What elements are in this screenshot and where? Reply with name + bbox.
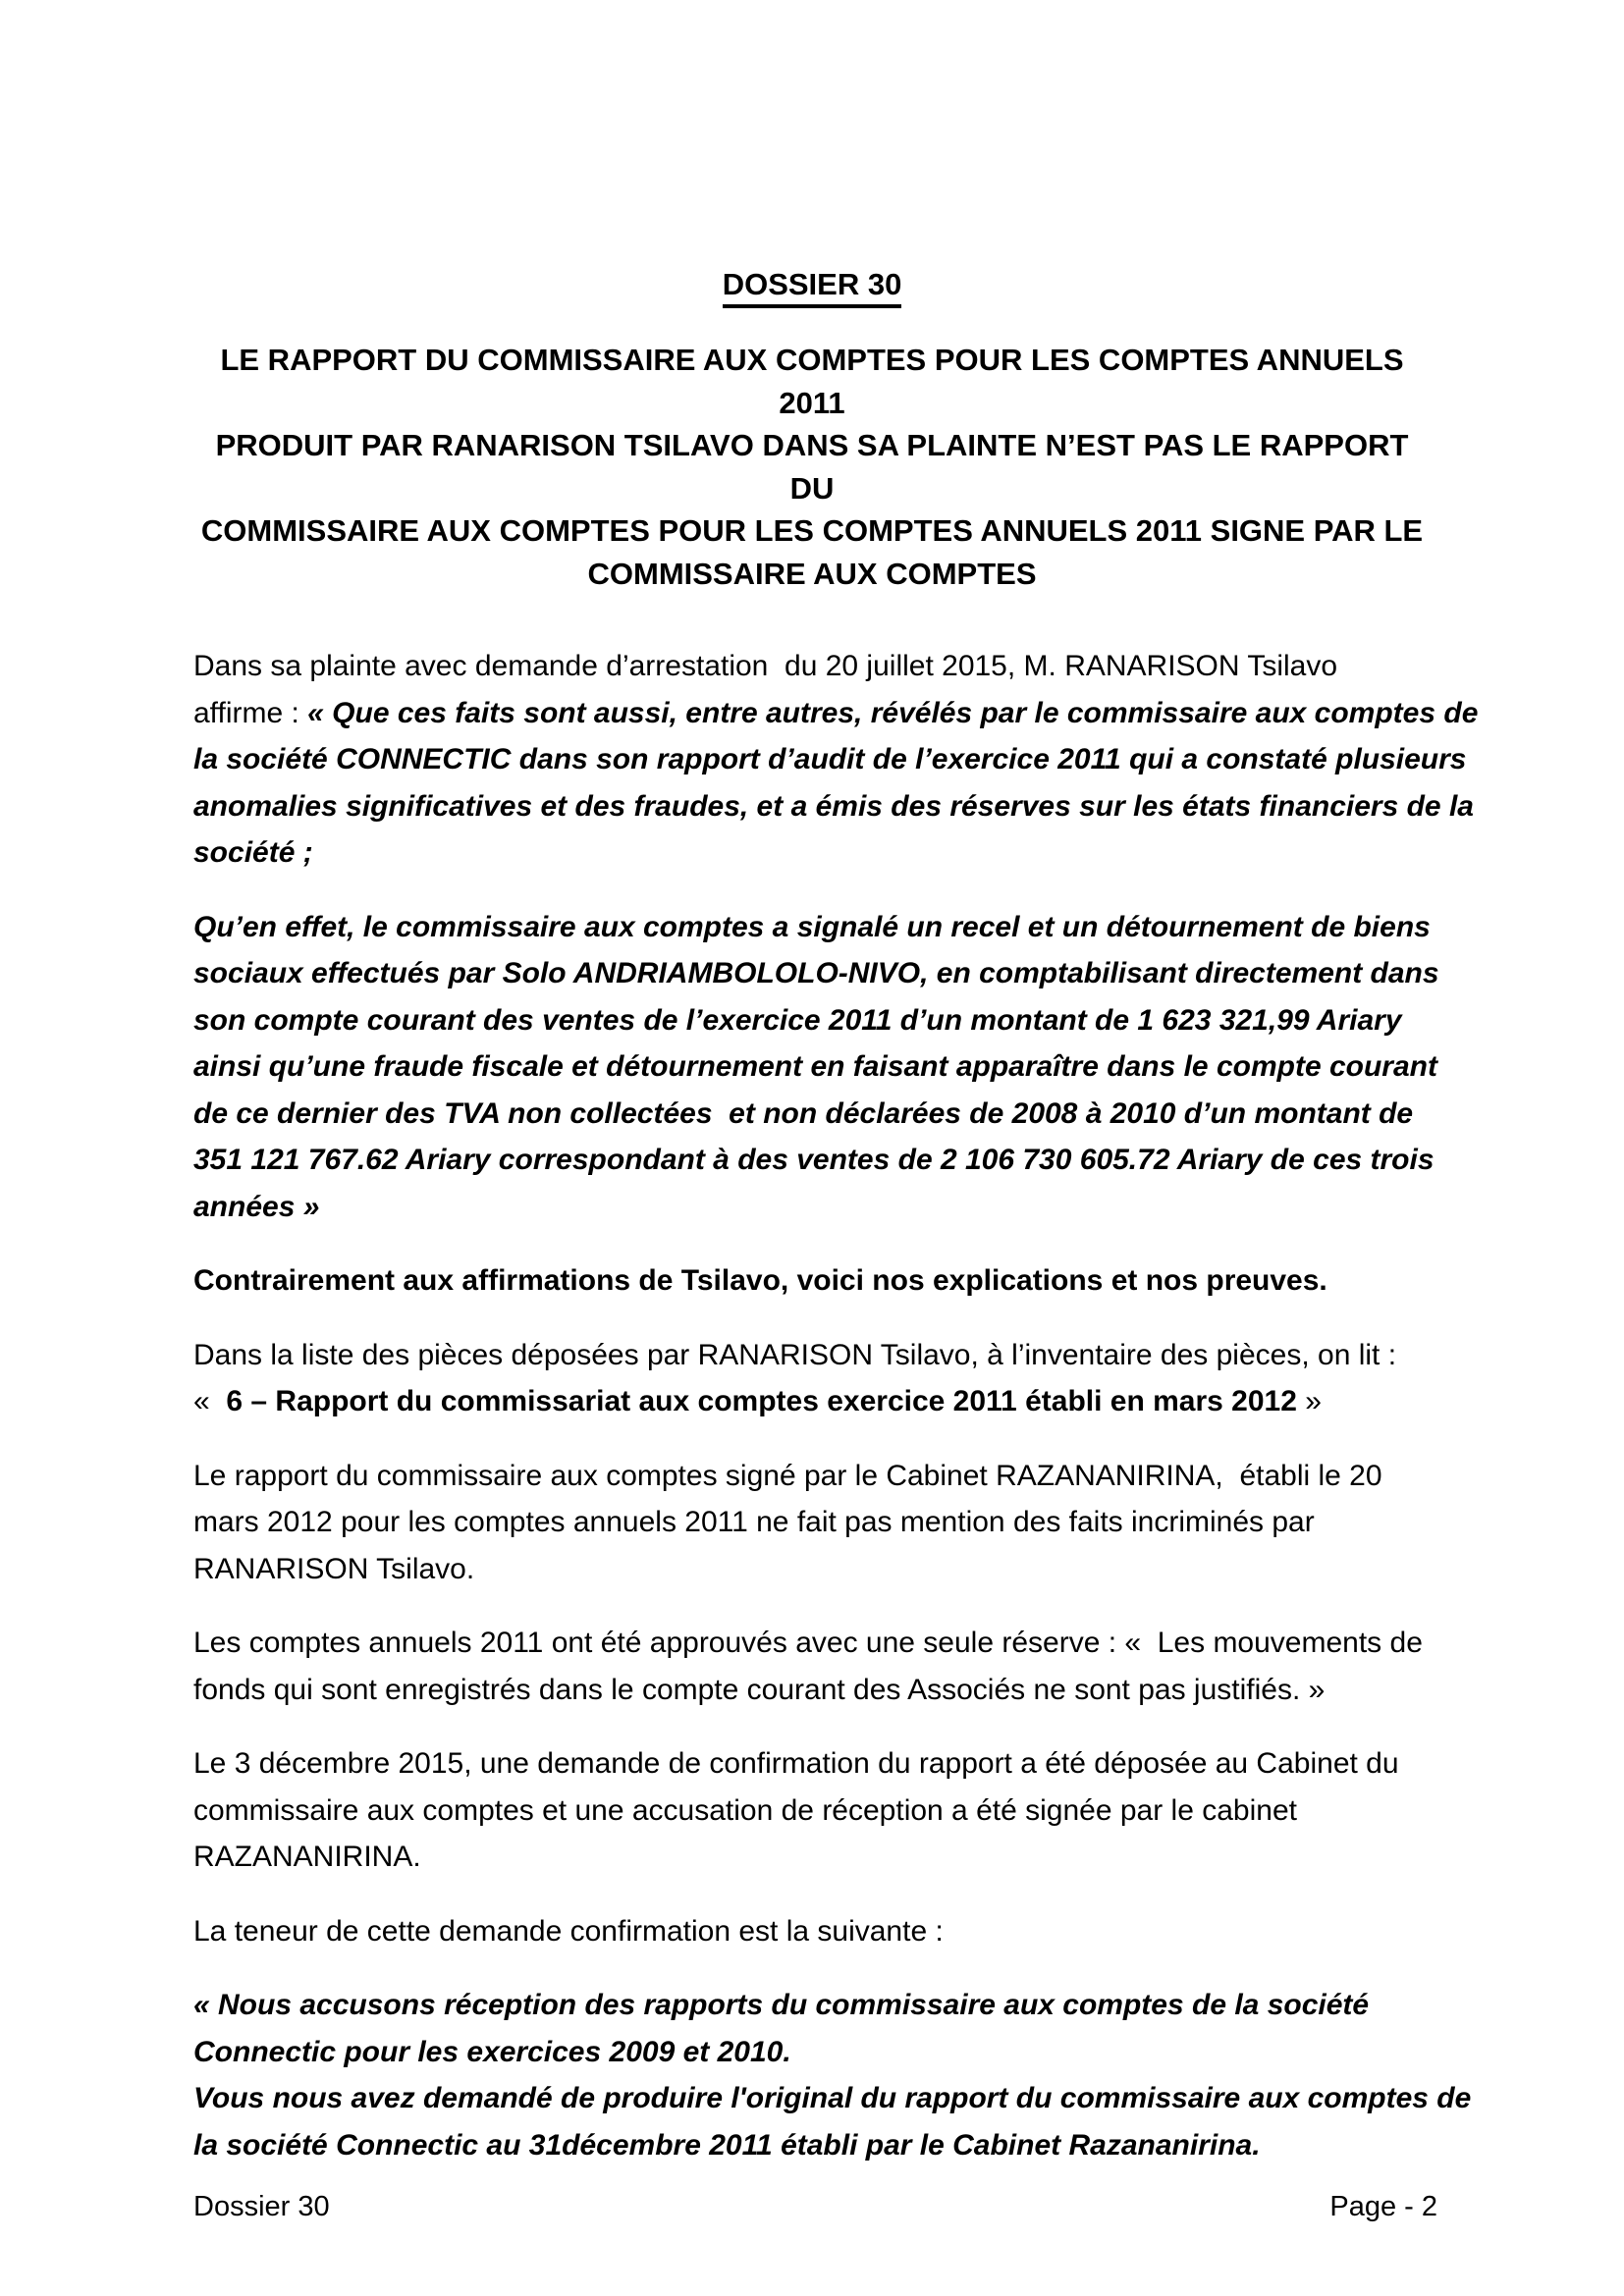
text-run: « bbox=[193, 1385, 227, 1417]
heading-line: COMMISSAIRE AUX COMPTES POUR LES COMPTES ANNUELS 2011 SIGNE PAR LE bbox=[200, 513, 1424, 548]
document-body bbox=[193, 643, 1479, 2168]
text-run: » bbox=[1296, 1385, 1322, 1417]
paragraph-line bbox=[193, 950, 1439, 997]
text-run: RANARISON Tsilavo. bbox=[193, 1552, 475, 1585]
text-run: société ; bbox=[193, 836, 313, 869]
paragraph-line bbox=[193, 2029, 1431, 2076]
text-run: anomalies significatives et des fraudes, et a émis des réserves sur les états financiers de la bbox=[193, 789, 1474, 823]
paragraph-line bbox=[193, 1908, 1431, 1955]
paragraph bbox=[193, 1908, 1431, 1955]
text-run: Le 3 décembre 2015, une demande de confirmation du rapport a été déposée au Cabinet du bbox=[193, 1747, 1399, 1780]
heading-line: LE RAPPORT DU COMMISSAIRE AUX COMPTES POUR LES COMPTES ANNUELS 2011 bbox=[220, 343, 1404, 420]
paragraph bbox=[193, 1453, 1431, 1593]
text-run: Connectic pour les exercices 2009 et 2010. bbox=[193, 2035, 791, 2068]
paragraph bbox=[193, 1982, 1472, 2168]
paragraph-line bbox=[193, 1834, 1431, 1881]
paragraph-line bbox=[193, 690, 1479, 737]
paragraph-line bbox=[193, 1332, 1431, 1379]
text-run: Vous nous avez demandé de produire l'original du rapport du commissaire aux comptes de bbox=[193, 2082, 1472, 2114]
document-content bbox=[193, 263, 1479, 2196]
paragraph-line bbox=[193, 1043, 1437, 1091]
paragraph-line bbox=[193, 1453, 1431, 1500]
text-run: Dans la liste des pièces déposées par RANARISON Tsilavo, à l’inventaire des pièces, on lit : bbox=[193, 1338, 1397, 1371]
text-run: Dans sa plainte avec demande d’arrestation du 20 juillet 2015, M. RANARISON Tsilavo bbox=[193, 650, 1338, 682]
paragraph bbox=[193, 1620, 1431, 1713]
page-footer bbox=[193, 2187, 1437, 2226]
paragraph bbox=[193, 1257, 1431, 1305]
paragraph-line bbox=[193, 1620, 1431, 1667]
paragraph-line bbox=[193, 643, 1431, 690]
text-run: 6 – Rapport du commissariat aux comptes exercice 2011 établi en mars 2012 bbox=[226, 1385, 1297, 1417]
paragraph-line bbox=[193, 1788, 1431, 1835]
paragraph-line bbox=[193, 2122, 1431, 2169]
text-run: Les comptes annuels 2011 ont été approuvés avec une seule réserve : « Les mouvements de bbox=[193, 1627, 1423, 1659]
text-run: affirme : bbox=[193, 696, 308, 729]
paragraph-line bbox=[193, 783, 1474, 830]
paragraph-line bbox=[193, 1257, 1431, 1305]
text-run: Contrairement aux affirmations de Tsilavo, voici nos explications et nos preuves. bbox=[193, 1264, 1327, 1297]
text-run: Le rapport du commissaire aux comptes signé par le Cabinet RAZANANIRINA, établi le 20 bbox=[193, 1459, 1382, 1492]
paragraph-line bbox=[193, 1091, 1431, 1138]
text-run: son compte courant des ventes de l’exercice 2011 d’un montant de 1 623 321,99 Ariary bbox=[193, 1003, 1402, 1037]
text-run: de ce dernier des TVA non collectées et non déclarées de 2008 à 2010 d’un montant de bbox=[193, 1096, 1414, 1130]
paragraph bbox=[193, 904, 1439, 1231]
text-run: commissaire aux comptes et une accusation de réception a été signée par le cabinet bbox=[193, 1793, 1297, 1827]
text-run: RAZANANIRINA. bbox=[193, 1841, 421, 1873]
paragraph-line bbox=[193, 1667, 1431, 1714]
paragraph bbox=[193, 643, 1479, 877]
text-run: La teneur de cette demande confirmation est la suivante : bbox=[193, 1914, 944, 1948]
paragraph-line bbox=[193, 1499, 1431, 1546]
document-title-text: DOSSIER 30 bbox=[723, 267, 902, 308]
document-heading bbox=[193, 339, 1431, 595]
paragraph-line bbox=[193, 829, 1431, 877]
text-run: Qu’en effet, le commissaire aux comptes a signalé un recel et un détournement de biens bbox=[193, 910, 1431, 943]
text-run: années » bbox=[193, 1190, 320, 1223]
heading-line: PRODUIT PAR RANARISON TSILAVO DANS SA PLAINTE N’EST PAS LE RAPPORT DU bbox=[215, 428, 1409, 506]
text-run: 351 121 767.62 Ariary correspondant à des ventes de 2 106 730 605.72 Ariary de ces trois bbox=[193, 1144, 1435, 1176]
text-run: « Que ces faits sont aussi, entre autres, révélés par le commissaire aux comptes de bbox=[307, 696, 1479, 729]
text-run: fonds qui sont enregistrés dans le compte courant des Associés ne sont pas justifiés. » bbox=[193, 1673, 1326, 1706]
heading-line: COMMISSAIRE AUX COMPTES bbox=[587, 556, 1037, 591]
paragraph-line bbox=[193, 1184, 1431, 1231]
text-run: la société Connectic au 31décembre 2011 établi par le Cabinet Razananirina. bbox=[193, 2128, 1261, 2162]
document-title bbox=[193, 263, 1431, 305]
paragraph-line bbox=[193, 1137, 1435, 1184]
text-run: sociaux effectués par Solo ANDRIAMBOLOLO-NIVO, en comptabilisant directement dans bbox=[193, 957, 1439, 989]
paragraph-line bbox=[193, 1740, 1431, 1788]
paragraph-line bbox=[193, 2075, 1472, 2122]
text-run: « Nous accusons réception des rapports du commissaire aux comptes de la société bbox=[193, 1989, 1370, 2021]
paragraph-line bbox=[193, 736, 1467, 783]
paragraph bbox=[193, 1740, 1431, 1881]
paragraph bbox=[193, 1332, 1431, 1425]
paragraph-line bbox=[193, 997, 1431, 1044]
text-run: ainsi qu’une fraude fiscale et détournement en faisant apparaître dans le compte courant bbox=[193, 1050, 1437, 1083]
paragraph-line bbox=[193, 904, 1431, 951]
text-run: la société CONNECTIC dans son rapport d’audit de l’exercice 2011 qui a constaté plusieurs bbox=[193, 743, 1467, 775]
footer-right: Page - 2 bbox=[1329, 2191, 1437, 2222]
paragraph-line bbox=[193, 1378, 1431, 1425]
text-run: mars 2012 pour les comptes annuels 2011 ne fait pas mention des faits incriminés par bbox=[193, 1506, 1315, 1538]
footer-left: Dossier 30 bbox=[193, 2191, 330, 2222]
paragraph-line bbox=[193, 1982, 1431, 2029]
paragraph-line bbox=[193, 1546, 1431, 1593]
